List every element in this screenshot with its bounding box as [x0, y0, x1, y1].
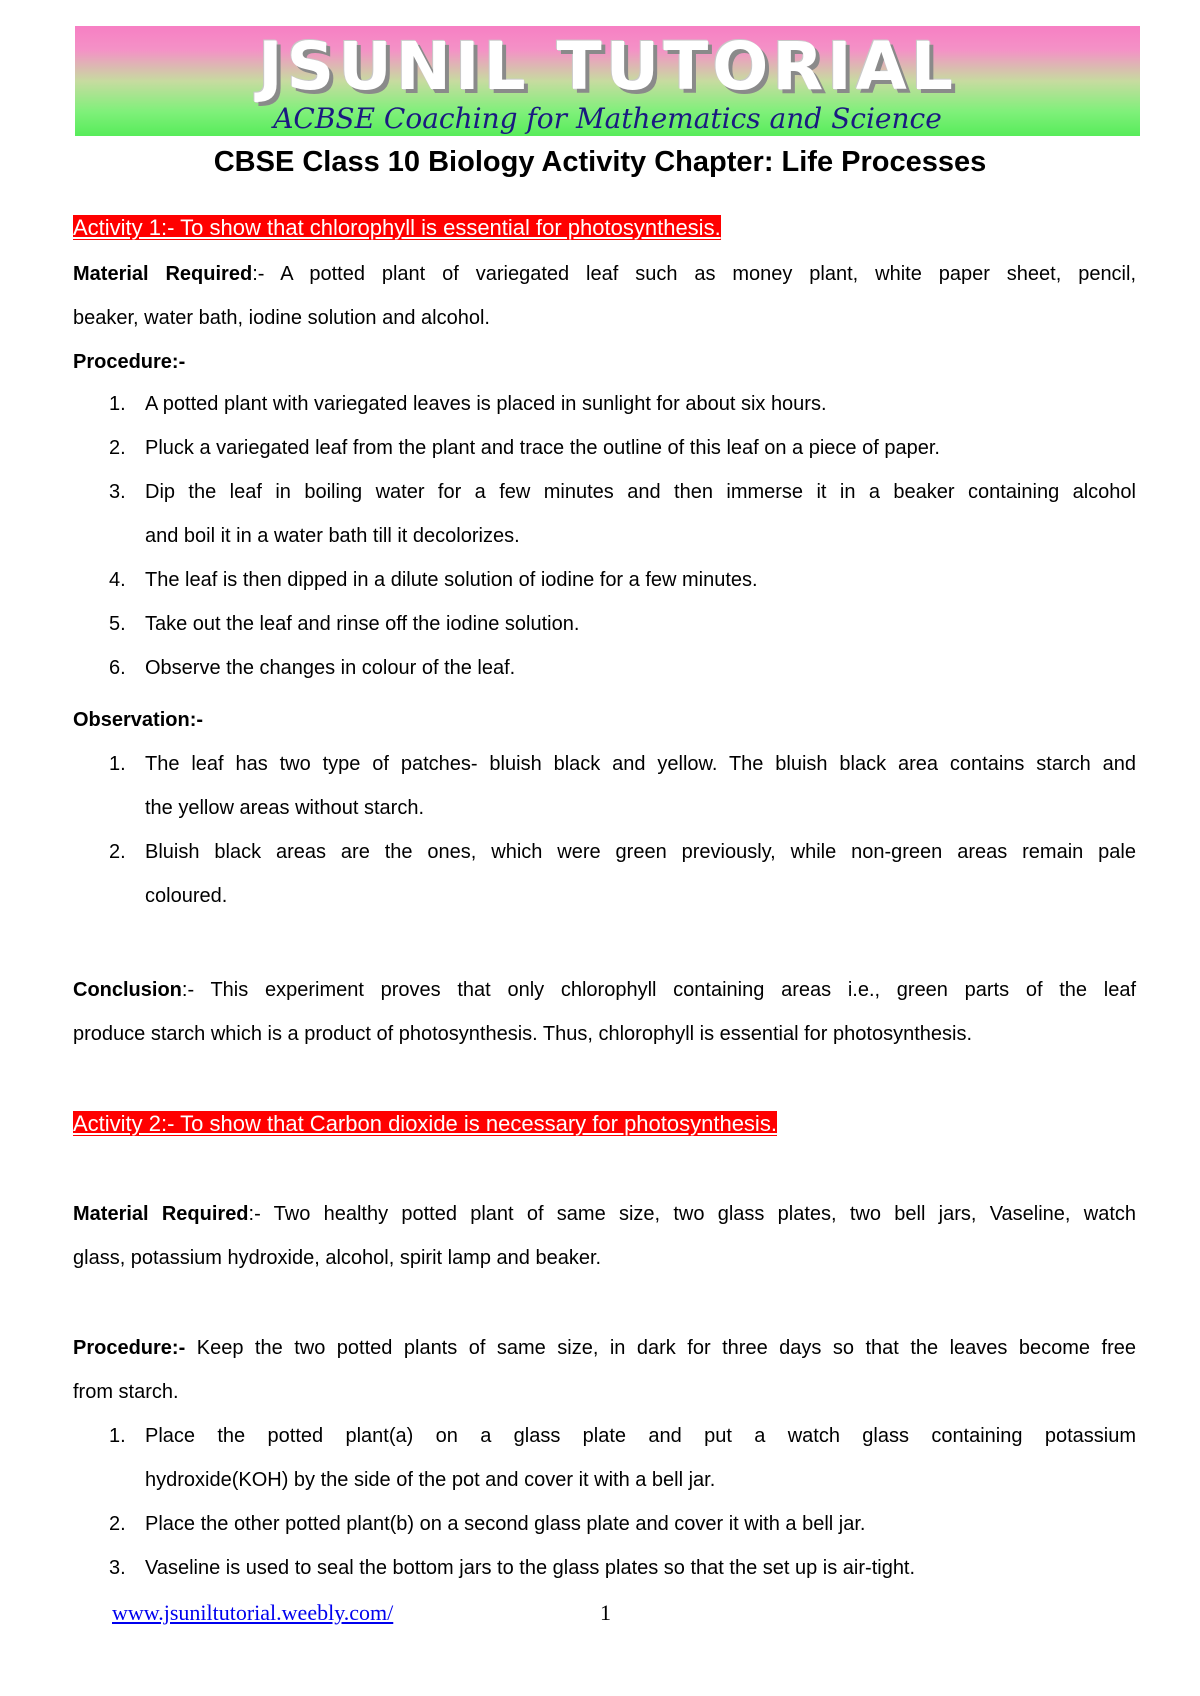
a1-observation-item-text: Bluish black areas are the ones, which were green previously, while non-green areas remain pale [145, 841, 1136, 863]
a1-procedure-item-text: Take out the leaf and rinse off the iodine solution. [145, 613, 580, 635]
procedure-intro: Keep the two potted plants of same size, in dark for three days so that the leaves become free [185, 1337, 1136, 1359]
a2-procedure-item-text: Place the potted plant(a) on a glass plate and put a watch glass containing potassium [145, 1425, 1136, 1447]
footer-link[interactable]: www.jsuniltutorial.weebly.com/ [112, 1600, 394, 1625]
a1-procedure-item-text: The leaf is then dipped in a dilute solution of iodine for a few minutes. [145, 569, 758, 591]
activity-2-heading: Activity 2:- To show that Carbon dioxide is necessary for photosynthesis. [73, 1111, 777, 1136]
a1-observation-number: 1. [109, 753, 126, 775]
conclusion-text: :- This experiment proves that only chlorophyll containing areas i.e., green parts of the leaf [181, 979, 1136, 1001]
a1-procedure-item-text: Observe the changes in colour of the leaf. [145, 657, 516, 679]
material-label: Material Required [73, 263, 253, 285]
a2-procedure-item-text: Place the other potted plant(b) on a second glass plate and cover it with a bell jar. [145, 1513, 866, 1535]
conclusion-label: Conclusion [73, 979, 182, 1001]
a1-procedure-item-text: Pluck a variegated leaf from the plant and trace the outline of this leaf on a piece of paper. [145, 437, 940, 459]
a1-observation-item-text: coloured. [145, 885, 228, 907]
activity-1-heading-row [73, 214, 1136, 242]
a1-procedure-item-text: Dip the leaf in boiling water for a few minutes and then immerse it in a beaker containing alcohol [145, 481, 1136, 503]
a1-procedure-number: 3. [109, 481, 126, 503]
a2-procedure-number: 3. [109, 1557, 126, 1579]
activity-1-material-line-2: beaker, water bath, iodine solution and alcohol. [73, 307, 490, 329]
procedure-label: Procedure:- [73, 1337, 186, 1359]
a2-procedure-number: 2. [109, 1513, 126, 1535]
activity-2-material-line-2: glass, potassium hydroxide, alcohol, spirit lamp and beaker. [73, 1247, 602, 1269]
material-text: :- A potted plant of variegated leaf such as money plant, white paper sheet, pencil, [252, 263, 1137, 285]
page-title: CBSE Class 10 Biology Activity Chapter: Life Processes [213, 146, 987, 178]
activity-1-observation-label: Observation:- [73, 709, 204, 731]
a1-procedure-number: 2. [109, 437, 126, 459]
banner-title: JSUNIL TUTORIAL [258, 28, 957, 105]
activity-1-material-line-1 [73, 260, 1136, 288]
activity-2-material-line-1 [73, 1200, 1136, 1228]
a1-observation-item-text: the yellow areas without starch. [145, 797, 425, 819]
material-text: :- Two healthy potted plant of same size, two glass plates, two bell jars, Vaseline, watch [248, 1203, 1136, 1225]
a2-procedure-number: 1. [109, 1425, 126, 1447]
activity-1-conclusion-line-2: produce starch which is a product of photosynthesis. Thus, chlorophyll is essential for photosynthesis. [73, 1023, 972, 1045]
activity-1-heading: Activity 1:- To show that chlorophyll is essential for photosynthesis. [73, 215, 721, 240]
activity-2-procedure-line-1 [73, 1334, 1136, 1362]
activity-2-procedure-line-2: from starch. [73, 1381, 179, 1403]
a2-procedure-item-text: Vaseline is used to seal the bottom jars to the glass plates so that the set up is air-tight. [145, 1557, 916, 1579]
activity-1-conclusion-line-1 [73, 976, 1136, 1004]
a1-procedure-item-text: and boil it in a water bath till it decolorizes. [145, 525, 520, 547]
header-banner [75, 26, 1140, 136]
activity-2-heading-row [73, 1110, 1136, 1138]
a1-procedure-number: 6. [109, 657, 126, 679]
material-label: Material Required [73, 1203, 249, 1225]
activity-1-procedure-label: Procedure:- [73, 351, 186, 373]
banner-subtitle: ACBSE Coaching for Mathematics and Science [273, 102, 942, 135]
a1-procedure-number: 4. [109, 569, 126, 591]
a2-procedure-item-text: hydroxide(KOH) by the side of the pot and cover it with a bell jar. [145, 1469, 716, 1491]
a1-procedure-item-text: A potted plant with variegated leaves is placed in sunlight for about six hours. [145, 393, 827, 415]
a1-procedure-number: 5. [109, 613, 126, 635]
page-number: 1 [600, 1600, 611, 1625]
a1-procedure-number: 1. [109, 393, 126, 415]
a1-observation-number: 2. [109, 841, 126, 863]
a1-observation-item-text: The leaf has two type of patches- bluish black and yellow. The bluish black area contains starch and [145, 753, 1136, 775]
